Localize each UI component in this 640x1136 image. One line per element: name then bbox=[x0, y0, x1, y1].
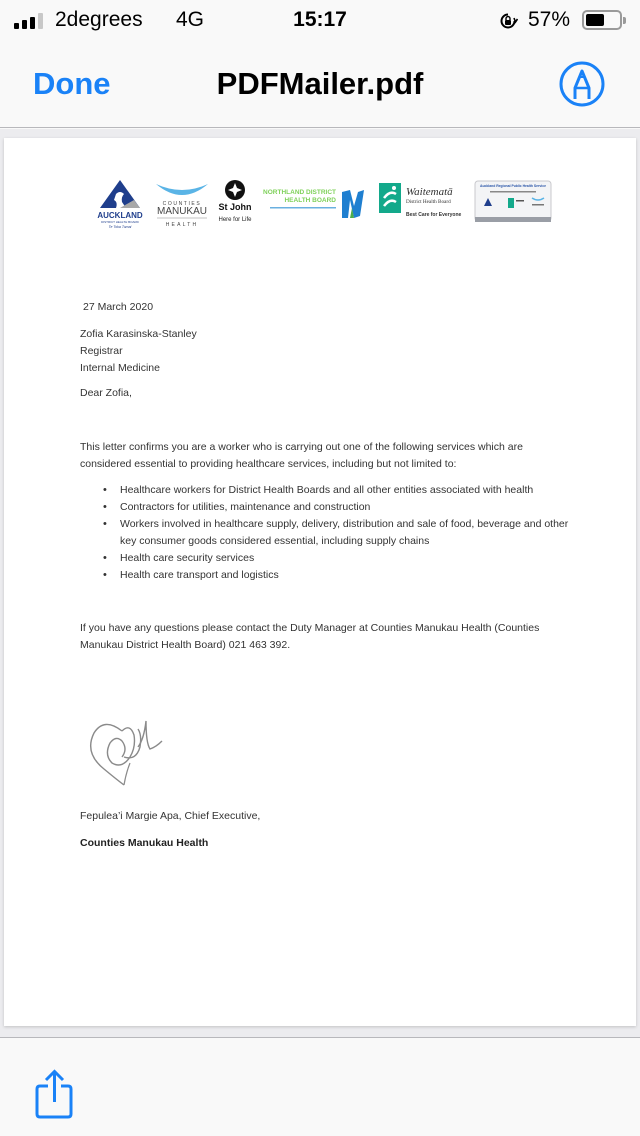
status-time: 15:17 bbox=[293, 8, 347, 31]
recipient-role: Registrar bbox=[80, 345, 123, 357]
svg-text:Te Toka Tumai: Te Toka Tumai bbox=[108, 225, 132, 229]
pdf-page[interactable] bbox=[4, 138, 636, 1026]
done-button[interactable]: Done bbox=[33, 66, 111, 101]
organisation-name: Counties Manukau Health bbox=[80, 837, 209, 849]
battery-percentage: 57% bbox=[528, 8, 571, 31]
waitemata-dhb-logo bbox=[378, 180, 470, 228]
list-item: • Workers involved in healthcare supply, delivery, distribution and sale of food, beverage and other key consumer goods considered essential, including supply chains bbox=[105, 516, 575, 550]
pdf-viewer[interactable] bbox=[0, 129, 640, 1037]
signoff: Fepulea’i Margie Apa, Chief Executive, bbox=[80, 810, 261, 822]
recipient-block bbox=[80, 326, 197, 377]
svg-text:DISTRICT HEALTH BOARD: DISTRICT HEALTH BOARD bbox=[101, 220, 139, 224]
counties-manukau-health-logo bbox=[153, 178, 211, 230]
list-item: • Healthcare workers for District Health Boards and all other entities associated with health bbox=[105, 482, 575, 499]
northland-dhb-logo bbox=[260, 184, 338, 220]
network-type: 4G bbox=[176, 8, 205, 31]
battery-icon bbox=[582, 10, 622, 30]
northland-emblem-logo bbox=[340, 186, 366, 222]
markup-pen-icon[interactable] bbox=[558, 60, 606, 108]
intro-paragraph: This letter confirms you are a worker who is carrying out one of the following services which are considered essential to providing healthcare services, including but not limited to: bbox=[80, 441, 523, 470]
svg-text:AUCKLAND: AUCKLAND bbox=[97, 211, 143, 220]
svg-text:Here for Life: Here for Life bbox=[218, 217, 252, 223]
list-item: • Contractors for utilities, maintenance and construction bbox=[105, 499, 575, 516]
logo-banner bbox=[90, 178, 552, 230]
svg-text:St John: St John bbox=[218, 202, 252, 212]
letter-date: 27 March 2020 bbox=[83, 301, 154, 313]
document-title: PDFMailer.pdf bbox=[216, 66, 424, 101]
recipient-name: Zofia Karasinska-Stanley bbox=[80, 328, 197, 340]
st-john-logo bbox=[214, 178, 258, 230]
svg-text:NORTHLAND DISTRICT: NORTHLAND DISTRICT bbox=[263, 189, 336, 196]
svg-text:District Health Board: District Health Board bbox=[406, 199, 451, 205]
contact-paragraph: If you have any questions please contact the Duty Manager at Counties Manukau Health (Counties Manukau District Health Board) 021 463 392. bbox=[80, 622, 540, 651]
svg-text:Auckland Regional Public Healt: Auckland Regional Public Health Service bbox=[480, 184, 546, 188]
status-bar bbox=[0, 0, 640, 40]
svg-text:HEALTH BOARD: HEALTH BOARD bbox=[284, 197, 336, 204]
greeting: Dear Zofia, bbox=[80, 387, 132, 399]
list-item: • Health care transport and logistics bbox=[105, 567, 575, 584]
svg-text:Waitematā: Waitematā bbox=[406, 186, 453, 198]
recipient-department: Internal Medicine bbox=[80, 362, 160, 374]
services-list bbox=[105, 482, 575, 584]
bottom-toolbar bbox=[0, 1037, 640, 1136]
handwritten-signature bbox=[82, 713, 172, 793]
svg-text:COUNTIES: COUNTIES bbox=[162, 201, 202, 207]
auckland-dhb-logo bbox=[90, 178, 150, 230]
share-icon[interactable] bbox=[34, 1068, 76, 1120]
carrier-name: 2degrees bbox=[55, 8, 143, 31]
arphs-logo bbox=[474, 180, 552, 224]
list-item: • Health care security services bbox=[105, 550, 575, 567]
svg-text:HEALTH: HEALTH bbox=[165, 222, 199, 228]
svg-text:Best Care for Everyone: Best Care for Everyone bbox=[406, 212, 462, 218]
rotation-lock-icon bbox=[498, 11, 518, 31]
svg-text:MANUKAU: MANUKAU bbox=[156, 206, 208, 217]
navigation-bar bbox=[0, 40, 640, 128]
